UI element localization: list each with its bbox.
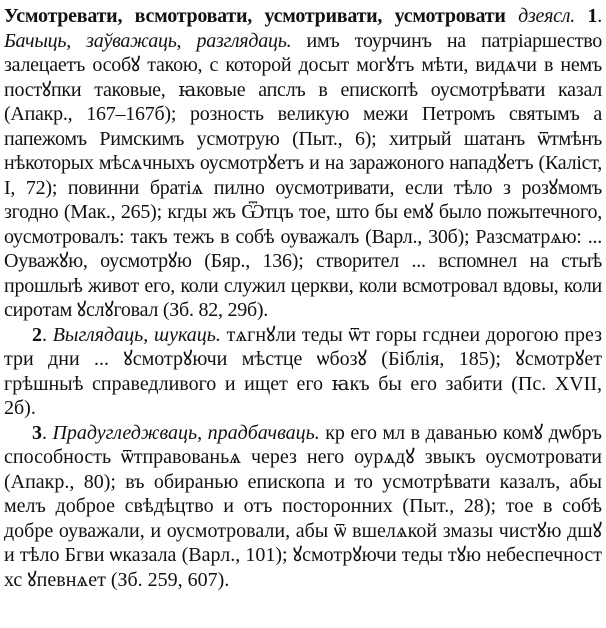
sense-number: 2 bbox=[32, 323, 42, 346]
sense-citations: тѧгнꙋли теды ѿт горы гсднеи дорогою през три дни ... ꙋсмотрꙋючи мѣстце ѡбозꙋ (Біблія, 185); ꙋсмотрꙋет грѣшныѣ справедливого и ищет его ꙗкъ бы его забити (Пс. XVII, 2б). bbox=[4, 323, 603, 419]
entry-sense-1: Усмотревати, всмотровати, усмотривати, усмотровати дзеясл. 1. Бачыць, заўважаць, разглядаць. имъ тоурчинъ на патріаршество залецаетъ особꙋ такою, с которой досыт могꙋтъ мѣти, видѧчи в немъ постꙋпки таковые, ꙗковые апслъ в епископѣ оусмотрѣвати казал (Апакр., 167–167б); розность великую межи Петромъ святымъ а папежомъ Римскимъ усмотрую (Пыт., 6); хитрый шатанъ ѿтмѣнъ нѣкоторых мѣсѧчныхъ оусмотрꙋетъ и на заражоного нападꙋетъ (Каліст, І, 72); повинни братіѧ пилно оусмотривати, если тѣло з розꙋмомъ згодно (Мак., 265); кгды жъ Ѿтцъ тое, што бы емꙋ было пожытечного, оусмотровалъ: такъ тежъ в собѣ оуважалъ (Варл., 30б); Разсматрѧю: ... Оуважꙋю, оусмотрꙋю (Бяр., 136); створител ... вспомнел на стыѣ прошлыѣ живот его, коли служил церкви, коли всмотровал вдовы, коли сиротам ꙋслꙋговал (Зб. 82, 29б). bbox=[4, 5, 603, 321]
part-of-speech: дзеясл. bbox=[518, 5, 576, 27]
sense-citations: кр его мл в даванью комꙋ дѡбръ способность ѿтправованьѧ через него оурѧдꙋ звыкъ оусмотровати (Апакр., 80); въ обиранью епископа и то усмотрѣвати казалъ, абы мелъ доброе свѣдѣцтво и отъ посторонних (Пыт., 28); тое в собѣ добре оуважали, и оусмотровали, абы ѿ вшелѧкой змазы чистꙋю дшꙋ и тѣло Бгви ѡказала (Варл., 101); ꙋсмотрꙋючи теды тꙋю небеспечност хс ꙋпевнѧет (Зб. 259, 607). bbox=[4, 421, 603, 591]
sense-citations: имъ тоурчинъ на патріаршество залецаетъ особꙋ такою, с которой досыт могꙋтъ мѣти, видѧчи в немъ постꙋпки таковые, ꙗковые апслъ в епископѣ оусмотрѣвати казал (Апакр., 167–167б); розность великую межи Петромъ святымъ а папежомъ Римскимъ усмотрую (Пыт., 6); хитрый шатанъ ѿтмѣнъ нѣкоторых мѣсѧчныхъ оусмотрꙋетъ и на заражоного нападꙋетъ (Каліст, І, 72); повинни братіѧ пилно оусмотривати, если тѣло з розꙋмомъ згодно (Мак., 265); кгды жъ Ѿтцъ тое, што бы емꙋ было пожытечного, оусмотровалъ: такъ тежъ в собѣ оуважалъ (Варл., 30б); Разсматрѧю: ... Оуважꙋю, оусмотрꙋю (Бяр., 136); створител ... вспомнел на стыѣ прошлыѣ живот его, коли служил церкви, коли всмотровал вдовы, коли сиротам ꙋслꙋговал (Зб. 82, 29б). bbox=[4, 29, 603, 321]
sense-gloss: Прадугледжваць, прадбачваць. bbox=[52, 421, 320, 444]
sense-gloss: Выглядаць, шукаць. bbox=[52, 323, 221, 346]
sense-number: 3 bbox=[32, 421, 42, 444]
sense-number: 1 bbox=[587, 5, 598, 27]
headword: Усмотревати, всмотровати, усмотривати, усмотровати bbox=[4, 5, 506, 27]
dictionary-entry bbox=[4, 4, 602, 592]
entry-sense-3: 3. Прадугледжваць, прадбачваць. кр его мл в даванью комꙋ дѡбръ способность ѿтправованьѧ через него оурѧдꙋ звыкъ оусмотровати (Апакр., 80); въ обиранью епископа и то усмотрѣвати казалъ, абы мелъ доброе свѣдѣцтво и отъ посторонних (Пыт., 28); тое в собѣ добре оуважали, и оусмотровали, абы ѿ вшелѧкой змазы чистꙋю дшꙋ и тѣло Бгви ѡказала (Варл., 101); ꙋсмотрꙋючи теды тꙋю небеспечност хс ꙋпевнѧет (Зб. 259, 607). bbox=[4, 421, 603, 591]
entry-sense-2: 2. Выглядаць, шукаць. тѧгнꙋли теды ѿт горы гсднеи дорогою през три дни ... ꙋсмотрꙋючи мѣстце ѡбозꙋ (Біблія, 185); ꙋсмотрꙋет грѣшныѣ справедливого и ищет его ꙗкъ бы его забити (Пс. XVII, 2б). bbox=[4, 323, 603, 419]
sense-gloss: Бачыць, заўважаць, разглядаць. bbox=[4, 29, 292, 52]
